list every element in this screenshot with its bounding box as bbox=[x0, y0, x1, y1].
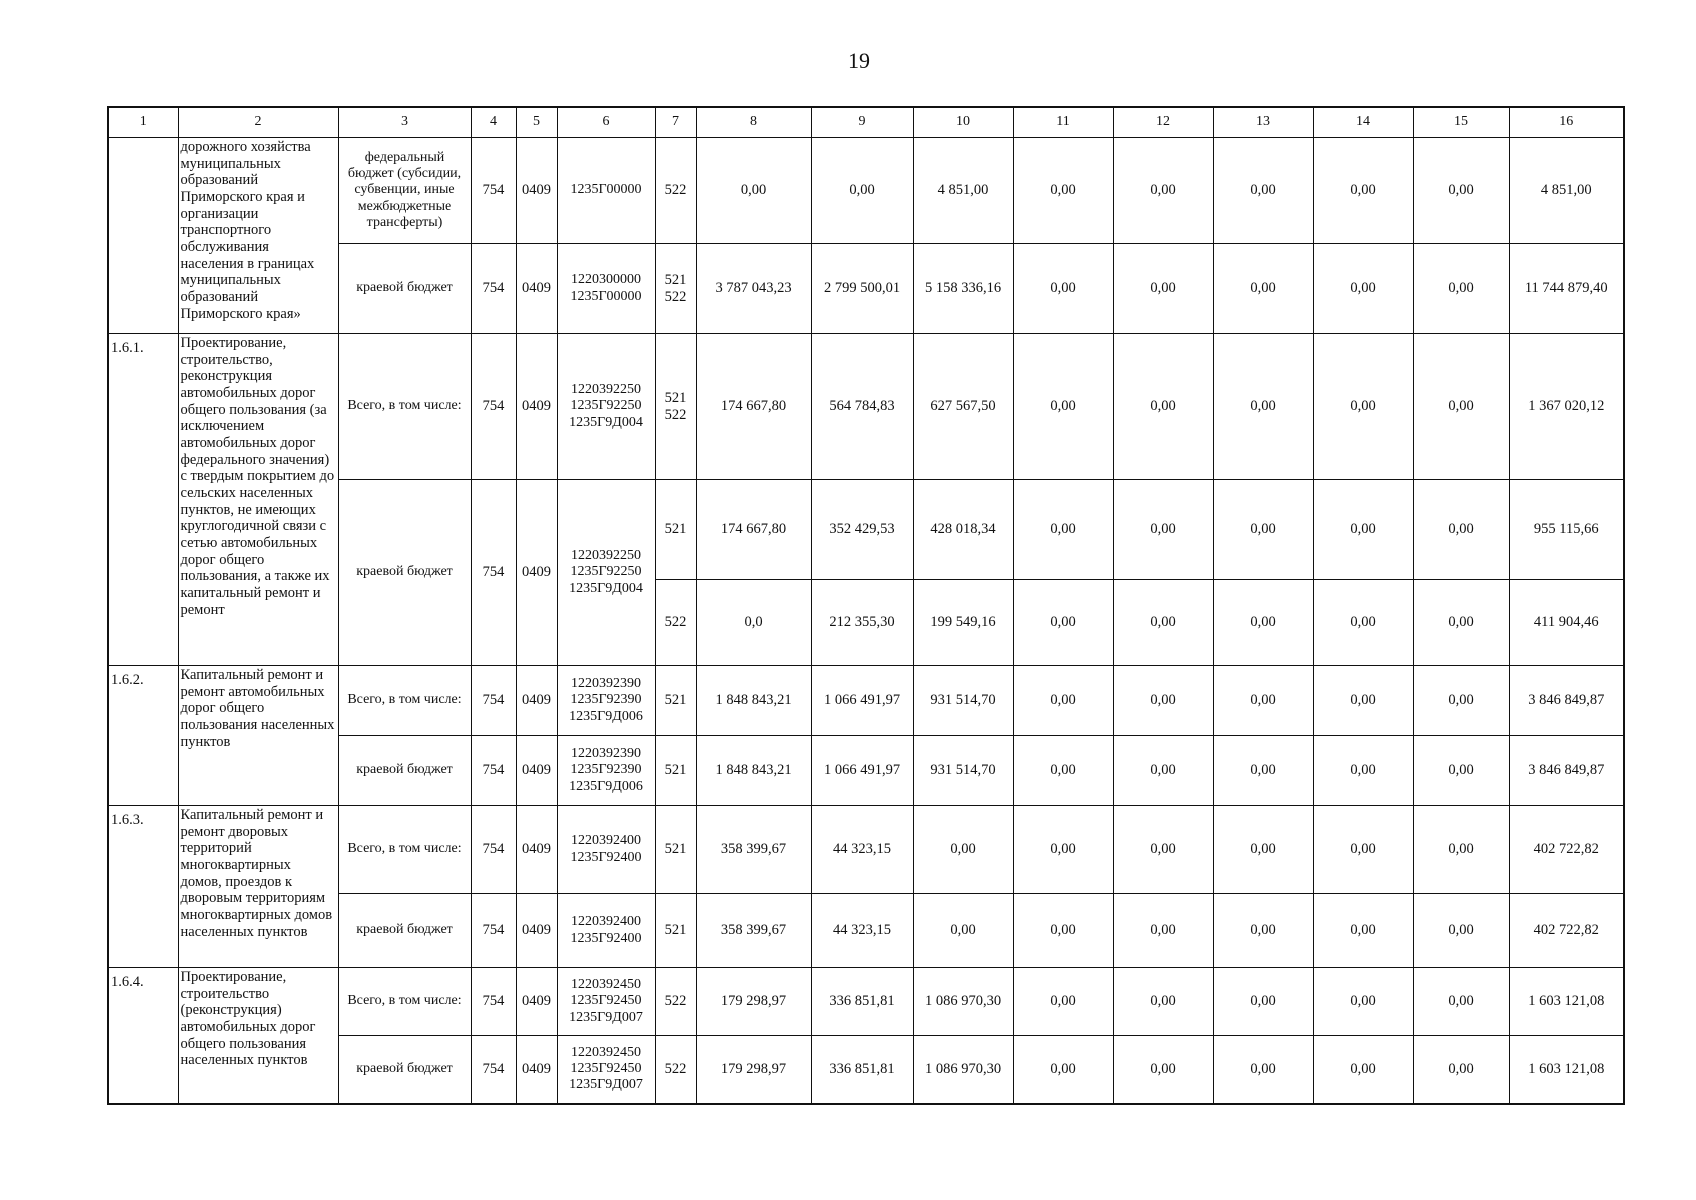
vr-cell: 521 522 bbox=[655, 244, 696, 334]
rzpr-cell: 0409 bbox=[516, 806, 557, 894]
vr-cell: 521 bbox=[655, 736, 696, 806]
funding-source: краевой бюджет bbox=[338, 1036, 471, 1104]
funding-source: Всего, в том числе: bbox=[338, 666, 471, 736]
amount-cell: 0,00 bbox=[1013, 894, 1113, 968]
amount-cell: 2 799 500,01 bbox=[811, 244, 913, 334]
amount-cell: 3 846 849,87 bbox=[1509, 736, 1624, 806]
amount-cell: 0,00 bbox=[1413, 806, 1509, 894]
amount-cell: 336 851,81 bbox=[811, 1036, 913, 1104]
amount-cell: 0,00 bbox=[1113, 244, 1213, 334]
amount-cell: 0,00 bbox=[1413, 968, 1509, 1036]
amount-cell: 358 399,67 bbox=[696, 806, 811, 894]
amount-cell: 44 323,15 bbox=[811, 806, 913, 894]
vr-cell: 522 bbox=[655, 580, 696, 666]
row-number: 1.6.3. bbox=[108, 806, 178, 968]
amount-cell: 1 086 970,30 bbox=[913, 968, 1013, 1036]
grbs-cell: 754 bbox=[471, 968, 516, 1036]
header-cell: 11 bbox=[1013, 107, 1113, 138]
amount-cell: 0,00 bbox=[1013, 138, 1113, 244]
amount-cell: 0,00 bbox=[1413, 244, 1509, 334]
amount-cell: 0,00 bbox=[913, 894, 1013, 968]
amount-cell: 0,00 bbox=[1013, 1036, 1113, 1104]
csr-cell: 1220392450 1235Г92450 1235Г9Д007 bbox=[557, 968, 655, 1036]
table-row bbox=[108, 806, 1624, 894]
grbs-cell: 754 bbox=[471, 138, 516, 244]
item-name: Капитальный ремонт и ремонт автомобильных дорог общего пользования населенных пунктов bbox=[178, 666, 338, 806]
header-cell: 13 bbox=[1213, 107, 1313, 138]
amount-cell: 4 851,00 bbox=[913, 138, 1013, 244]
grbs-cell: 754 bbox=[471, 1036, 516, 1104]
header-cell: 9 bbox=[811, 107, 913, 138]
amount-cell: 0,00 bbox=[1213, 666, 1313, 736]
amount-cell: 0,00 bbox=[1213, 480, 1313, 580]
budget-table bbox=[107, 106, 1625, 1105]
header-cell: 2 bbox=[178, 107, 338, 138]
amount-cell: 0,00 bbox=[1313, 806, 1413, 894]
amount-cell: 1 367 020,12 bbox=[1509, 334, 1624, 480]
vr-cell: 521 bbox=[655, 666, 696, 736]
amount-cell: 199 549,16 bbox=[913, 580, 1013, 666]
amount-cell: 174 667,80 bbox=[696, 480, 811, 580]
amount-cell: 0,00 bbox=[1313, 480, 1413, 580]
amount-cell: 0,00 bbox=[1013, 334, 1113, 480]
amount-cell: 174 667,80 bbox=[696, 334, 811, 480]
amount-cell: 0,00 bbox=[1013, 968, 1113, 1036]
amount-cell: 0,00 bbox=[1313, 138, 1413, 244]
header-cell: 4 bbox=[471, 107, 516, 138]
header-cell: 12 bbox=[1113, 107, 1213, 138]
amount-cell: 0,00 bbox=[1213, 580, 1313, 666]
amount-cell: 627 567,50 bbox=[913, 334, 1013, 480]
amount-cell: 5 158 336,16 bbox=[913, 244, 1013, 334]
amount-cell: 0,00 bbox=[1113, 1036, 1213, 1104]
amount-cell: 0,00 bbox=[811, 138, 913, 244]
csr-cell: 1220392250 1235Г92250 1235Г9Д004 bbox=[557, 334, 655, 480]
row-number: 1.6.4. bbox=[108, 968, 178, 1104]
row-number: 1.6.1. bbox=[108, 334, 178, 666]
rzpr-cell: 0409 bbox=[516, 1036, 557, 1104]
amount-cell: 336 851,81 bbox=[811, 968, 913, 1036]
rzpr-cell: 0409 bbox=[516, 968, 557, 1036]
amount-cell: 0,00 bbox=[1113, 894, 1213, 968]
header-cell: 8 bbox=[696, 107, 811, 138]
header-cell: 6 bbox=[557, 107, 655, 138]
table-row bbox=[108, 334, 1624, 480]
item-name: Проектирование, строительство, реконструкция автомобильных дорог общего пользования (за исключением автомобильных дорог федерального значения) с твердым покрытием до сельских населенных пунктов, не имеющих круглогодичной связи с сетью автомобильных дорог общего пользования, а также их капитальный ремонт и ремонт bbox=[178, 334, 338, 666]
amount-cell: 0,00 bbox=[1113, 138, 1213, 244]
amount-cell: 11 744 879,40 bbox=[1509, 244, 1624, 334]
rzpr-cell: 0409 bbox=[516, 334, 557, 480]
vr-cell: 522 bbox=[655, 138, 696, 244]
amount-cell: 0,00 bbox=[696, 138, 811, 244]
header-cell: 1 bbox=[108, 107, 178, 138]
amount-cell: 0,00 bbox=[1213, 736, 1313, 806]
amount-cell: 931 514,70 bbox=[913, 666, 1013, 736]
item-name: дорожного хозяйства муниципальных образований Приморского края и организации транспортного обслуживания населения в границах муниципальных образований Приморского края» bbox=[178, 138, 338, 334]
funding-source: краевой бюджет bbox=[338, 736, 471, 806]
amount-cell: 0,00 bbox=[1313, 894, 1413, 968]
amount-cell: 1 066 491,97 bbox=[811, 666, 913, 736]
vr-cell: 521 bbox=[655, 480, 696, 580]
amount-cell: 1 603 121,08 bbox=[1509, 968, 1624, 1036]
amount-cell: 0,00 bbox=[1013, 666, 1113, 736]
funding-source: краевой бюджет bbox=[338, 894, 471, 968]
grbs-cell: 754 bbox=[471, 806, 516, 894]
vr-cell: 521 bbox=[655, 894, 696, 968]
amount-cell: 0,00 bbox=[1213, 334, 1313, 480]
grbs-cell: 754 bbox=[471, 894, 516, 968]
amount-cell: 0,00 bbox=[1213, 894, 1313, 968]
row-number: 1.6.2. bbox=[108, 666, 178, 806]
amount-cell: 44 323,15 bbox=[811, 894, 913, 968]
amount-cell: 358 399,67 bbox=[696, 894, 811, 968]
header-cell: 7 bbox=[655, 107, 696, 138]
rzpr-cell: 0409 bbox=[516, 666, 557, 736]
csr-cell: 1220392450 1235Г92450 1235Г9Д007 bbox=[557, 1036, 655, 1104]
amount-cell: 0,00 bbox=[1413, 894, 1509, 968]
grbs-cell: 754 bbox=[471, 244, 516, 334]
amount-cell: 4 851,00 bbox=[1509, 138, 1624, 244]
header-cell: 5 bbox=[516, 107, 557, 138]
amount-cell: 1 603 121,08 bbox=[1509, 1036, 1624, 1104]
amount-cell: 3 787 043,23 bbox=[696, 244, 811, 334]
amount-cell: 0,00 bbox=[1313, 736, 1413, 806]
amount-cell: 0,00 bbox=[1113, 580, 1213, 666]
csr-cell: 1220392390 1235Г92390 1235Г9Д006 bbox=[557, 666, 655, 736]
amount-cell: 0,00 bbox=[1413, 736, 1509, 806]
amount-cell: 0,00 bbox=[1113, 806, 1213, 894]
amount-cell: 179 298,97 bbox=[696, 968, 811, 1036]
amount-cell: 0,00 bbox=[1213, 806, 1313, 894]
header-cell: 16 bbox=[1509, 107, 1624, 138]
rzpr-cell: 0409 bbox=[516, 894, 557, 968]
amount-cell: 0,00 bbox=[1313, 580, 1413, 666]
amount-cell: 0,00 bbox=[1413, 480, 1509, 580]
funding-source: Всего, в том числе: bbox=[338, 968, 471, 1036]
item-name: Капитальный ремонт и ремонт дворовых территорий многоквартирных домов, проездов к дворовым территориям многоквартирных домов населенных пунктов bbox=[178, 806, 338, 968]
amount-cell: 0,00 bbox=[1213, 968, 1313, 1036]
grbs-cell: 754 bbox=[471, 334, 516, 480]
csr-cell: 1220392400 1235Г92400 bbox=[557, 894, 655, 968]
funding-source: краевой бюджет bbox=[338, 480, 471, 666]
vr-cell: 521 522 bbox=[655, 334, 696, 480]
amount-cell: 0,00 bbox=[1013, 244, 1113, 334]
amount-cell: 0,00 bbox=[1113, 334, 1213, 480]
vr-cell: 521 bbox=[655, 806, 696, 894]
funding-source: федеральный бюджет (субсидии, субвенции, иные межбюджетные трансферты) bbox=[338, 138, 471, 244]
csr-cell: 1220392250 1235Г92250 1235Г9Д004 bbox=[557, 480, 655, 666]
item-name: Проектирование, строительство (реконструкция) автомобильных дорог общего пользования населенных пунктов bbox=[178, 968, 338, 1104]
header-cell: 10 bbox=[913, 107, 1013, 138]
amount-cell: 955 115,66 bbox=[1509, 480, 1624, 580]
amount-cell: 0,00 bbox=[1313, 1036, 1413, 1104]
amount-cell: 0,00 bbox=[1113, 968, 1213, 1036]
csr-cell: 1220300000 1235Г00000 bbox=[557, 244, 655, 334]
header-cell: 14 bbox=[1313, 107, 1413, 138]
grbs-cell: 754 bbox=[471, 736, 516, 806]
amount-cell: 212 355,30 bbox=[811, 580, 913, 666]
amount-cell: 1 086 970,30 bbox=[913, 1036, 1013, 1104]
table-row bbox=[108, 666, 1624, 736]
amount-cell: 3 846 849,87 bbox=[1509, 666, 1624, 736]
amount-cell: 0,00 bbox=[1313, 244, 1413, 334]
amount-cell: 411 904,46 bbox=[1509, 580, 1624, 666]
funding-source: Всего, в том числе: bbox=[338, 334, 471, 480]
amount-cell: 1 066 491,97 bbox=[811, 736, 913, 806]
amount-cell: 0,00 bbox=[1013, 806, 1113, 894]
funding-source: Всего, в том числе: bbox=[338, 806, 471, 894]
grbs-cell: 754 bbox=[471, 480, 516, 666]
funding-source: краевой бюджет bbox=[338, 244, 471, 334]
amount-cell: 402 722,82 bbox=[1509, 894, 1624, 968]
amount-cell: 564 784,83 bbox=[811, 334, 913, 480]
page-number: 19 bbox=[848, 48, 870, 73]
rzpr-cell: 0409 bbox=[516, 736, 557, 806]
row-number bbox=[108, 138, 178, 334]
table-row bbox=[108, 138, 1624, 244]
csr-cell: 1235Г00000 bbox=[557, 138, 655, 244]
amount-cell: 1 848 843,21 bbox=[696, 736, 811, 806]
amount-cell: 0,00 bbox=[1113, 736, 1213, 806]
amount-cell: 428 018,34 bbox=[913, 480, 1013, 580]
vr-cell: 522 bbox=[655, 968, 696, 1036]
amount-cell: 1 848 843,21 bbox=[696, 666, 811, 736]
header-row bbox=[108, 107, 1624, 138]
amount-cell: 0,00 bbox=[1213, 244, 1313, 334]
amount-cell: 0,00 bbox=[1013, 736, 1113, 806]
amount-cell: 0,00 bbox=[1013, 480, 1113, 580]
amount-cell: 0,00 bbox=[1413, 666, 1509, 736]
amount-cell: 0,00 bbox=[1313, 968, 1413, 1036]
rzpr-cell: 0409 bbox=[516, 138, 557, 244]
amount-cell: 0,00 bbox=[1013, 580, 1113, 666]
amount-cell: 0,00 bbox=[1413, 1036, 1509, 1104]
table-row bbox=[108, 968, 1624, 1036]
amount-cell: 931 514,70 bbox=[913, 736, 1013, 806]
header-cell: 3 bbox=[338, 107, 471, 138]
grbs-cell: 754 bbox=[471, 666, 516, 736]
amount-cell: 0,00 bbox=[1213, 138, 1313, 244]
amount-cell: 0,00 bbox=[1213, 1036, 1313, 1104]
rzpr-cell: 0409 bbox=[516, 244, 557, 334]
csr-cell: 1220392400 1235Г92400 bbox=[557, 806, 655, 894]
amount-cell: 0,00 bbox=[1413, 334, 1509, 480]
amount-cell: 0,00 bbox=[1313, 666, 1413, 736]
amount-cell: 0,00 bbox=[913, 806, 1013, 894]
vr-cell: 522 bbox=[655, 1036, 696, 1104]
amount-cell: 0,00 bbox=[1313, 334, 1413, 480]
header-cell: 15 bbox=[1413, 107, 1509, 138]
amount-cell: 352 429,53 bbox=[811, 480, 913, 580]
amount-cell: 0,00 bbox=[1413, 580, 1509, 666]
rzpr-cell: 0409 bbox=[516, 480, 557, 666]
csr-cell: 1220392390 1235Г92390 1235Г9Д006 bbox=[557, 736, 655, 806]
amount-cell: 0,00 bbox=[1113, 480, 1213, 580]
amount-cell: 0,00 bbox=[1113, 666, 1213, 736]
amount-cell: 0,0 bbox=[696, 580, 811, 666]
amount-cell: 402 722,82 bbox=[1509, 806, 1624, 894]
amount-cell: 179 298,97 bbox=[696, 1036, 811, 1104]
amount-cell: 0,00 bbox=[1413, 138, 1509, 244]
